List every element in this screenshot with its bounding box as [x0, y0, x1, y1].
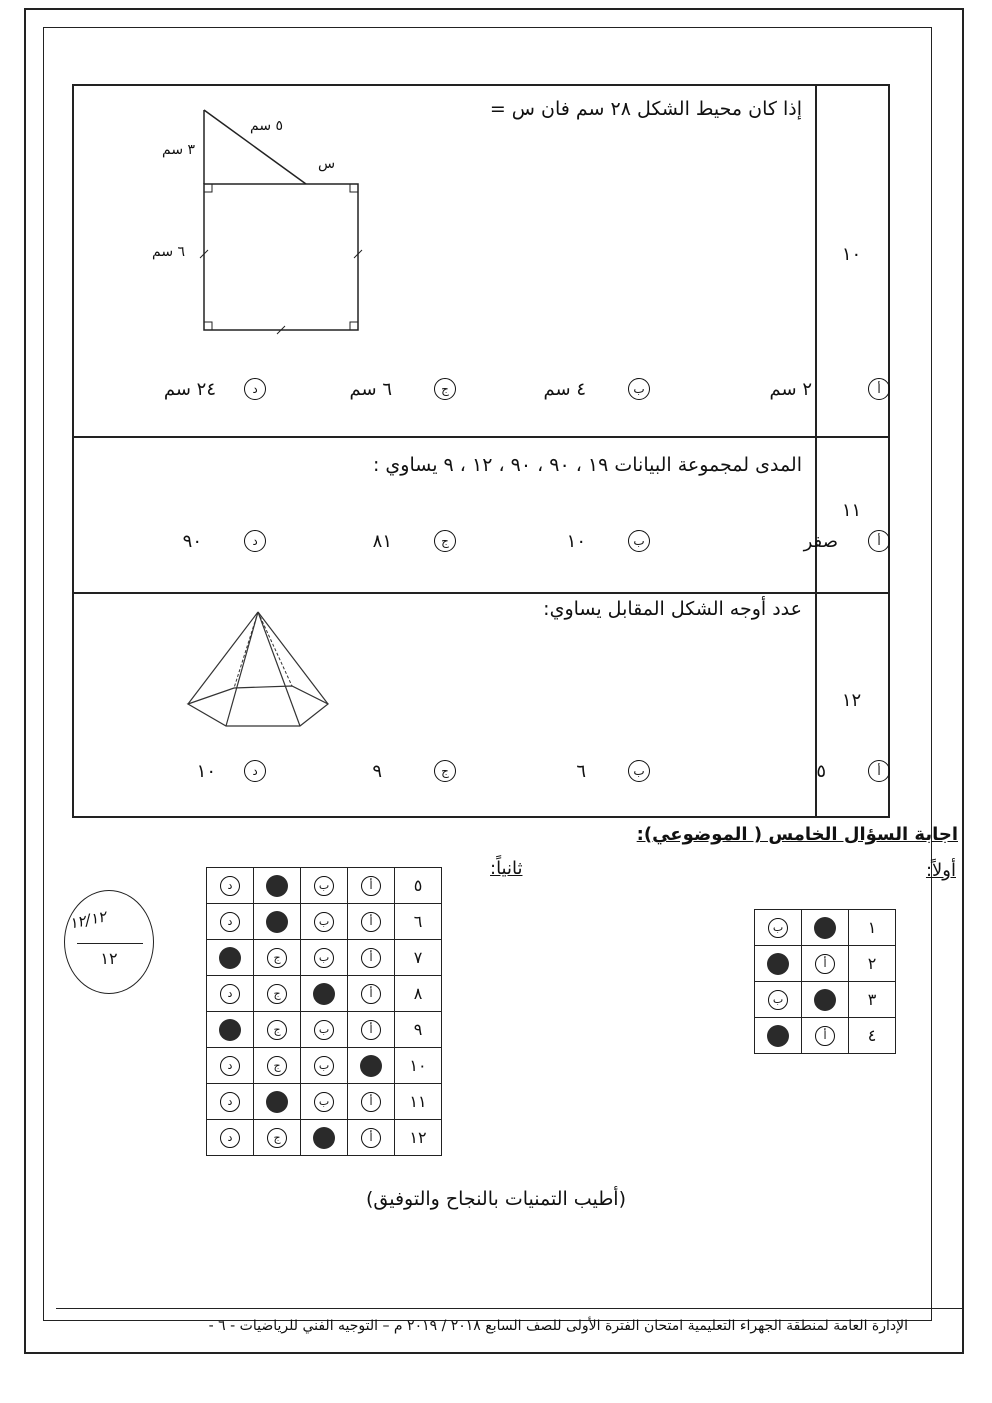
questions-table: [72, 84, 890, 818]
answer-number: ٥: [395, 868, 442, 904]
answer-choice-bubble: [348, 868, 395, 904]
score-denominator: ١٢: [100, 949, 118, 968]
question-number: ١٠: [841, 244, 862, 265]
answer-filled-bubble: [755, 1018, 802, 1054]
page-footer: الإدارة العامة لمنطقة الجهراء التعليمية امتحان الفترة الأولى للصف السابع ٢٠١٨ / ٢٠١٩ م – التوجيه الفني للرياضيات - ٦ -: [208, 1318, 908, 1334]
answer-choice-bubble: [254, 1012, 301, 1048]
answer-number: ٦: [395, 904, 442, 940]
filled-bubble-icon: [266, 1091, 288, 1113]
answer-choice-bubble: [254, 1120, 301, 1156]
score-circle: [64, 890, 154, 994]
filled-bubble-icon: [266, 911, 288, 933]
answer-row: [207, 1084, 442, 1120]
figure-label-side: ٦ سم: [152, 244, 186, 260]
choice-letter: ب: [768, 918, 788, 938]
answer-choice-bubble: [802, 946, 849, 982]
choice-letter: ب: [314, 912, 334, 932]
choice-letter: د: [220, 1092, 240, 1112]
question-number: ١٢: [841, 690, 862, 711]
question-text: عدد أوجه الشكل المقابل يساوي:: [543, 598, 802, 620]
option-a: أ ٢ سم: [770, 378, 890, 400]
choice-letter: ب: [768, 990, 788, 1010]
choice-letter: أ: [361, 912, 381, 932]
answer-number: ١١: [395, 1084, 442, 1120]
answer-number: ٧: [395, 940, 442, 976]
answer-row: [207, 904, 442, 940]
choice-letter: ب: [314, 948, 334, 968]
answer-row: [207, 976, 442, 1012]
option-b: ب ٤ سم: [544, 378, 650, 400]
answers-section-title: اجابة السؤال الخامس ( الموضوعي):: [636, 824, 958, 845]
row-divider: [74, 436, 888, 438]
option-b: ب ٦: [576, 760, 650, 782]
figure-label-slant: ٥ سم: [250, 118, 284, 134]
answer-filled-bubble: [802, 982, 849, 1018]
choice-letter: أ: [361, 948, 381, 968]
choice-letter: ب: [314, 1020, 334, 1040]
answer-choice-bubble: [348, 904, 395, 940]
answer-table-first: [754, 909, 896, 1054]
filled-bubble-icon: [814, 917, 836, 939]
option-a: أ ٥: [816, 760, 890, 782]
choice-letter: د: [220, 1056, 240, 1076]
answer-choice-bubble: [207, 1048, 254, 1084]
answer-choice-bubble: [301, 868, 348, 904]
answer-choice-bubble: [254, 976, 301, 1012]
answer-number: ١: [849, 910, 896, 946]
answer-number: ١٠: [395, 1048, 442, 1084]
choice-letter: ب: [314, 1092, 334, 1112]
answer-choice-bubble: [802, 1018, 849, 1054]
choice-letter: ج: [267, 984, 287, 1004]
filled-bubble-icon: [814, 989, 836, 1011]
answer-row: [207, 1012, 442, 1048]
answer-choice-bubble: [254, 1048, 301, 1084]
answer-choice-bubble: [301, 1048, 348, 1084]
choice-letter: ب: [314, 1056, 334, 1076]
closing-wishes: (أطيب التمنيات بالنجاح والتوفيق): [365, 1188, 627, 1210]
answer-choice-bubble: [301, 940, 348, 976]
answer-choice-bubble: [254, 940, 301, 976]
answer-number: ٤: [849, 1018, 896, 1054]
question-number: ١١: [841, 500, 862, 521]
answer-choice-bubble: [207, 976, 254, 1012]
row-divider: [74, 592, 888, 594]
answer-row: [207, 868, 442, 904]
choice-letter: أ: [361, 1092, 381, 1112]
question-text: إذا كان محيط الشكل ٢٨ سم فان س =: [489, 98, 802, 120]
answer-number: ٩: [395, 1012, 442, 1048]
option-c: ج ٨١: [373, 530, 456, 552]
filled-bubble-icon: [219, 947, 241, 969]
figure-label-x: س: [318, 156, 336, 172]
choice-letter: ج: [267, 1128, 287, 1148]
filled-bubble-icon: [313, 983, 335, 1005]
score-signature: ١٢/١٢: [67, 907, 108, 933]
answer-choice-bubble: [348, 1120, 395, 1156]
second-part-label: ثانياً:: [490, 858, 523, 879]
composite-figure: [150, 106, 370, 336]
answer-filled-bubble: [254, 868, 301, 904]
choice-letter: د: [220, 984, 240, 1004]
choice-letter: أ: [815, 954, 835, 974]
option-c: ج ٩: [372, 760, 456, 782]
choice-letter: د: [220, 876, 240, 896]
answer-number: ٣: [849, 982, 896, 1018]
answer-table-second: [206, 867, 442, 1156]
choice-letter: أ: [815, 1026, 835, 1046]
choice-letter: د: [220, 1128, 240, 1148]
pentagonal-pyramid-figure: [182, 606, 332, 732]
option-d: د ٢٤ سم: [164, 378, 266, 400]
answer-filled-bubble: [301, 1120, 348, 1156]
answer-choice-bubble: [207, 904, 254, 940]
answer-choice-bubble: [207, 868, 254, 904]
answer-row: [207, 940, 442, 976]
answer-filled-bubble: [755, 946, 802, 982]
first-part-label: أولاً:: [925, 860, 956, 881]
filled-bubble-icon: [219, 1019, 241, 1041]
filled-bubble-icon: [266, 875, 288, 897]
answer-choice-bubble: [301, 1084, 348, 1120]
filled-bubble-icon: [360, 1055, 382, 1077]
answer-choice-bubble: [348, 976, 395, 1012]
answer-choice-bubble: [348, 1012, 395, 1048]
filled-bubble-icon: [313, 1127, 335, 1149]
answer-choice-bubble: [755, 910, 802, 946]
option-d: د ١٠: [197, 760, 266, 782]
choice-letter: أ: [361, 876, 381, 896]
answer-filled-bubble: [207, 940, 254, 976]
choice-letter: ب: [314, 876, 334, 896]
footer-divider: [56, 1308, 962, 1309]
question-text: المدى لمجموعة البيانات ١٩ ، ٩٠ ، ٩٠ ، ١٢ ، ٩ يساوي :: [372, 454, 802, 476]
score-fraction-line: [77, 943, 143, 944]
answer-row: [755, 1018, 896, 1054]
answer-row: [207, 1120, 442, 1156]
answer-row: [207, 1048, 442, 1084]
filled-bubble-icon: [767, 953, 789, 975]
answer-number: ٨: [395, 976, 442, 1012]
answer-row: [755, 982, 896, 1018]
answer-filled-bubble: [802, 910, 849, 946]
filled-bubble-icon: [767, 1025, 789, 1047]
answer-choice-bubble: [755, 982, 802, 1018]
answer-choice-bubble: [207, 1120, 254, 1156]
choice-letter: أ: [361, 1128, 381, 1148]
answer-choice-bubble: [348, 940, 395, 976]
answer-row: [755, 910, 896, 946]
choice-letter: ج: [267, 948, 287, 968]
answer-filled-bubble: [207, 1012, 254, 1048]
answer-row: [755, 946, 896, 982]
option-b: ب ١٠: [567, 530, 650, 552]
answer-choice-bubble: [348, 1084, 395, 1120]
choice-letter: أ: [361, 1020, 381, 1040]
answer-choice-bubble: [207, 1084, 254, 1120]
choice-letter: ج: [267, 1056, 287, 1076]
answer-choice-bubble: [301, 904, 348, 940]
answer-number: ٢: [849, 946, 896, 982]
answer-filled-bubble: [301, 976, 348, 1012]
answer-filled-bubble: [348, 1048, 395, 1084]
answer-filled-bubble: [254, 904, 301, 940]
option-c: ج ٦ سم: [350, 378, 456, 400]
answer-filled-bubble: [254, 1084, 301, 1120]
choice-letter: أ: [361, 984, 381, 1004]
figure-label-left: ٣ سم: [162, 142, 196, 158]
choice-letter: د: [220, 912, 240, 932]
answer-number: ١٢: [395, 1120, 442, 1156]
option-d: د ٩٠: [183, 530, 266, 552]
choice-letter: ج: [267, 1020, 287, 1040]
option-a: أ صفر: [804, 530, 890, 552]
answer-choice-bubble: [301, 1012, 348, 1048]
